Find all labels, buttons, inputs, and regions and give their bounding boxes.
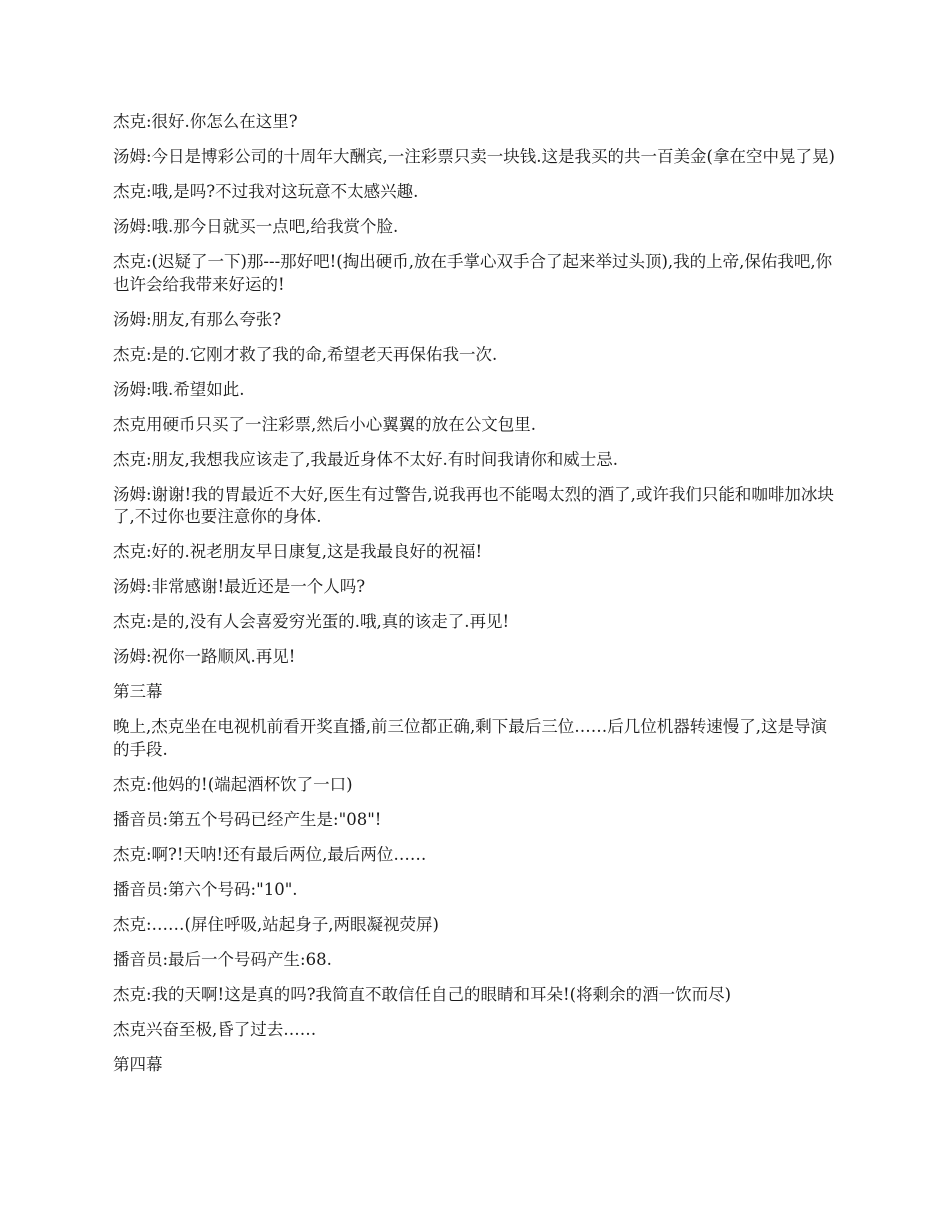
dialogue-line: 杰克:啊?!天呐!还有最后两位,最后两位……: [113, 844, 427, 864]
dialogue-line: 杰克:他妈的!(端起酒杯饮了一口): [113, 774, 353, 794]
stage-direction: 杰克兴奋至极,昏了过去……: [113, 1019, 317, 1039]
dialogue-line: 杰克:很好.你怎么在这里?: [113, 112, 298, 131]
dialogue-line: 汤姆:非常感谢!最近还是一个人吗?: [113, 577, 366, 596]
stage-direction: 晚上,杰克坐在电视机前看开奖直播,前三位都正确,剩下最后三位……后几位机器转速慢了,这是导演的手段.: [113, 717, 827, 759]
dialogue-line: 汤姆:谢谢!我的胃最近不大好,医生有过警告,说我再也不能喝太烈的酒了,或许我们只能和咖啡加冰块了,不过你也要注意你的身体.: [113, 484, 834, 526]
dialogue-line: 杰克:好的.祝老朋友早日康复,这是我最良好的祝福!: [113, 542, 483, 561]
dialogue-line: 汤姆:哦.那今日就买一点吧,给我赏个脸.: [113, 217, 399, 236]
dialogue-line: 播音员:最后一个号码产生:68.: [113, 949, 332, 969]
act-heading: 第四幕: [113, 1054, 163, 1074]
dialogue-line: 汤姆:今日是博彩公司的十周年大酬宾,一注彩票只卖一块钱.这是我买的共一百美金(拿在空中晃了晃): [113, 147, 835, 166]
dialogue-line: 汤姆:祝你一路顺风.再见!: [113, 647, 296, 666]
dialogue-line: 播音员:第六个号码:"10".: [113, 879, 298, 899]
dialogue-line: 汤姆:朋友,有那么夸张?: [113, 309, 282, 329]
dialogue-line: 杰克:……(屏住呼吸,站起身子,两眼凝视荧屏): [113, 914, 439, 934]
dialogue-line: 播音员:第五个号码已经产生是:"08"!: [113, 809, 382, 829]
dialogue-line: 汤姆:哦.希望如此.: [113, 379, 245, 399]
act-heading: 第三幕: [113, 682, 163, 701]
dialogue-line: 杰克:(迟疑了一下)那---那好吧!(掏出硬币,放在手掌心双手合了起来举过头顶),我的上帝,保佑我吧,你也许会给我带来好运的!: [113, 252, 833, 294]
dialogue-line: 杰克:是的.它刚才救了我的命,希望老天再保佑我一次.: [113, 344, 498, 364]
dialogue-line: 杰克:哦,是吗?不过我对这玩意不太感兴趣.: [113, 182, 419, 201]
dialogue-line: 杰克:是的,没有人会喜爱穷光蛋的.哦,真的该走了.再见!: [113, 612, 510, 631]
document-body: [113, 111, 838, 1089]
dialogue-line: 杰克:朋友,我想我应该走了,我最近身体不太好.有时间我请你和威士忌.: [113, 449, 619, 469]
dialogue-line: 杰克:我的天啊!这是真的吗?我简直不敢信任自己的眼睛和耳朵!(将剩余的酒一饮而尽): [113, 984, 732, 1004]
stage-direction: 杰克用硬币只买了一注彩票,然后小心翼翼的放在公文包里.: [113, 414, 536, 434]
